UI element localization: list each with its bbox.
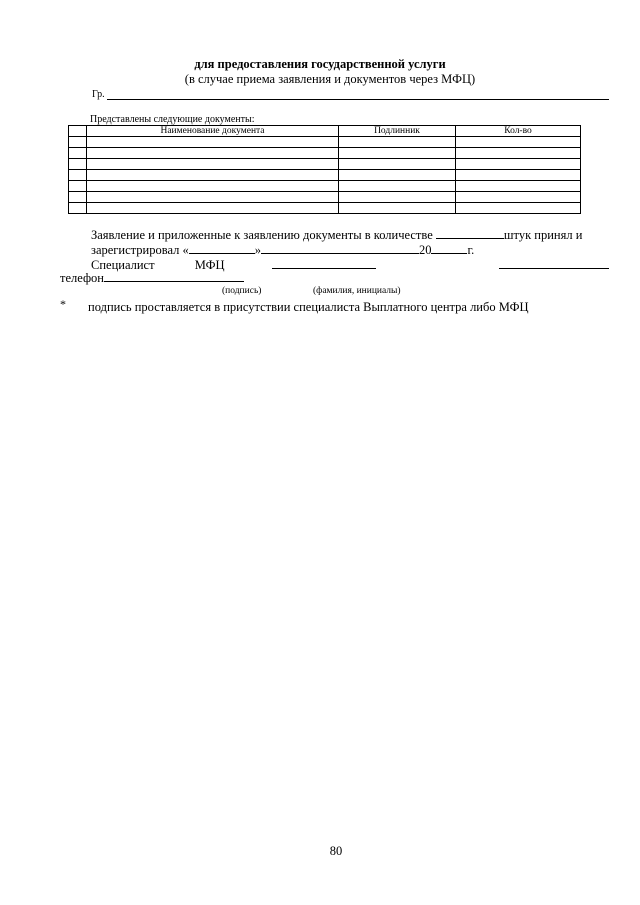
year-blank [431,243,467,254]
phone-label: телефон [60,271,104,285]
registration-text: » [254,243,261,257]
table-cell [339,170,456,181]
table-row [69,192,581,203]
table-cell [456,137,581,148]
name-line [499,268,609,269]
table-cell [339,192,456,203]
table-cell [69,148,87,159]
document-subtitle: (в случае приема заявления и документов через МФЦ) [184,72,476,86]
year-prefix: 20 [418,243,432,257]
table-cell [87,170,339,181]
phone-blank [104,271,244,282]
day-blank [189,243,255,254]
table-cell [69,170,87,181]
document-count-blank [436,228,504,239]
table-cell [87,148,339,159]
page-number: 80 [329,844,343,858]
column-header-number [69,126,87,137]
table-row [69,181,581,192]
documents-label: Представлены следующие документы: [90,114,255,125]
footnote-text: подпись проставляется в присутствии специалиста Выплатного центра либо МФЦ [88,300,529,314]
column-header-quantity: Кол-во [456,126,581,137]
column-header-original: Подлинник [339,126,456,137]
applicant-label: Гр. [92,89,105,100]
month-blank [261,243,419,254]
name-caption: (фамилия, инициалы) [313,286,401,296]
table-row [69,137,581,148]
year-suffix: г. [467,243,475,257]
table-row [69,170,581,181]
table-row [69,159,581,170]
table-cell [456,148,581,159]
document-title: для предоставления государственной услуги [194,57,446,71]
signature-line [272,268,376,269]
registration-line-2 [91,243,474,258]
table-cell [339,159,456,170]
column-header-document-name: Наименование документа [87,126,339,137]
registration-text: зарегистрировал « [91,243,189,257]
documents-table [68,125,581,214]
table-cell [456,203,581,214]
mfc-label: МФЦ [194,258,225,272]
registration-text: Заявление и приложенные к заявлению документы в количестве [91,228,433,242]
table-header-row [69,126,581,137]
table-cell [339,203,456,214]
table-row [69,203,581,214]
table-cell [339,148,456,159]
signature-caption: (подпись) [222,286,262,296]
phone-line [60,271,244,286]
table-cell [87,203,339,214]
table-cell [456,181,581,192]
table-cell [87,192,339,203]
footnote-mark: * [60,297,66,311]
table-cell [69,159,87,170]
table-row [69,148,581,159]
applicant-name-line [107,99,609,100]
table-cell [339,181,456,192]
table-cell [87,159,339,170]
table-cell [339,137,456,148]
table-cell [69,137,87,148]
table-cell [87,181,339,192]
table-cell [456,170,581,181]
table-cell [456,159,581,170]
table-cell [87,137,339,148]
table-cell [456,192,581,203]
table-cell [69,181,87,192]
registration-text: штук принял и [503,228,583,242]
specialist-label: Специалист [91,258,155,272]
table-cell [69,203,87,214]
registration-line-1 [91,228,582,243]
table-cell [69,192,87,203]
